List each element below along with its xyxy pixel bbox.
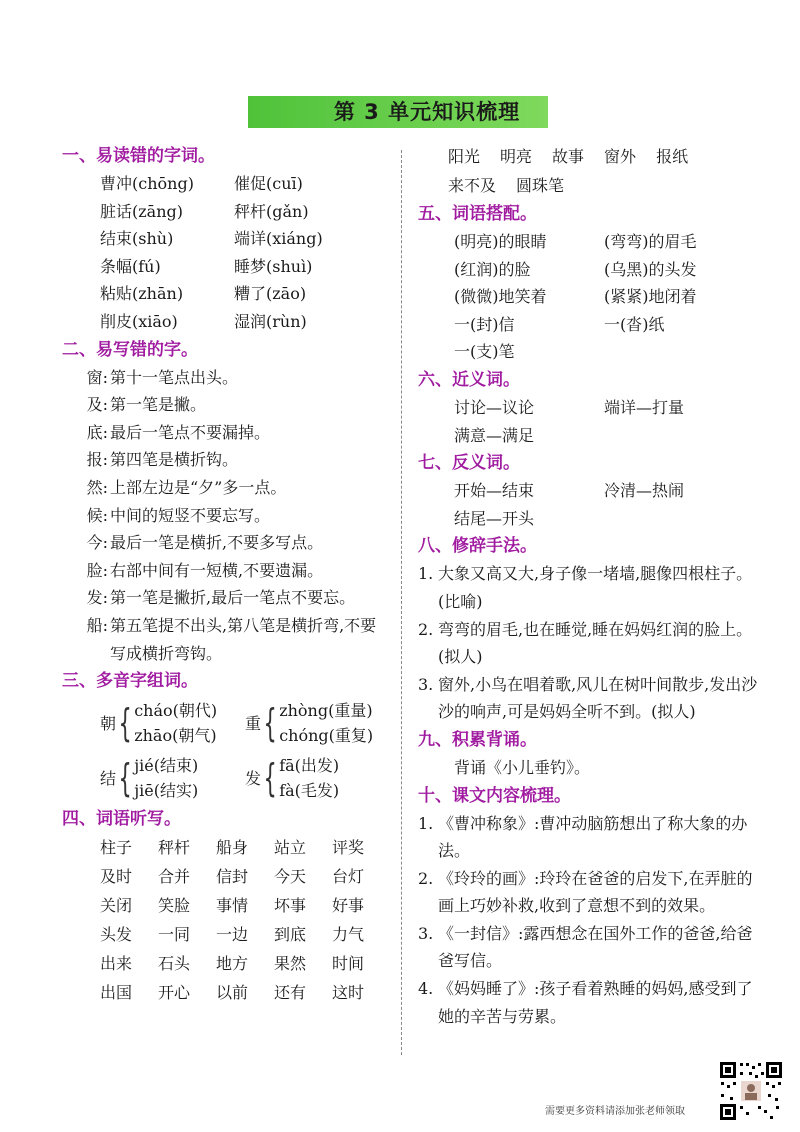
section-heading-6: 六、近义词。	[418, 369, 520, 390]
list-item: 曹冲(chōng) 催促(cuī)	[100, 174, 303, 193]
polyphone-group: 结 { jié(结束) jiē(结实)	[100, 755, 199, 800]
section-heading-2: 二、易写错的字。	[62, 339, 198, 360]
list-item: 4. 《妈妈睡了》:孩子看着熟睡的妈妈,感受到了她的辛苦与劳累。	[418, 979, 753, 1026]
list-item: 条幅(fú) 睡梦(shuì)	[100, 256, 313, 276]
page-title: 第 3 单元知识梳理	[333, 100, 521, 124]
table-row: 及时 合并 信封 今天 台灯	[100, 867, 365, 887]
list-item: 及: 第一笔是撇。	[86, 395, 207, 415]
dictation-words	[62, 833, 392, 1007]
brace-icon: {	[118, 700, 132, 745]
list-item: 报: 第四笔是横折钩。	[86, 450, 239, 470]
column-divider	[401, 150, 402, 1055]
text-summary-list	[418, 810, 764, 1031]
list-item: 然: 上部左边是“夕”多一点。	[86, 477, 287, 497]
table-row: 头发 一同 一边 到底 力气	[100, 925, 365, 945]
qr-code-icon	[718, 1060, 784, 1122]
section-heading-4: 四、词语听写。	[62, 809, 181, 830]
list-item: 发: 第一笔是撇折,最后一笔点不要忘。	[86, 588, 356, 608]
right-column	[418, 142, 764, 1030]
table-row: 出国 开心 以前 还有 这时	[100, 983, 365, 1003]
polyphone-group: 朝 { cháo(朝代) zhāo(朝气)	[100, 700, 218, 745]
table-row: 来不及 圆珠笔	[448, 176, 565, 195]
list-item: 粘贴(zhān) 糟了(zāo)	[100, 284, 307, 304]
list-item: 一(支)笔	[454, 342, 515, 362]
table-row: 阳光 明亮 故事 窗外 报纸	[448, 147, 689, 166]
list-item: 一(封)信 一(沓)纸	[454, 314, 665, 334]
antonym-list	[418, 477, 764, 532]
table-row: 关闭 笑脸 事情 坏事 好事	[100, 896, 365, 916]
list-item: 1. 大象又高又大,身子像一堵墙,腿像四根柱子。(比喻)	[418, 564, 753, 611]
list-item: 脸: 右部中间有一短横,不要遗漏。	[86, 560, 324, 580]
list-item: 开始—结束 冷清—热闹	[454, 481, 685, 501]
polyphone-group: 重 { zhòng(重量) chóng(重复)	[245, 700, 374, 745]
collocation-list	[418, 228, 764, 366]
synonym-list	[418, 394, 764, 449]
section-heading-3: 三、多音字组词。	[62, 671, 198, 692]
list-item: 削皮(xiāo) 湿润(rùn)	[100, 311, 307, 331]
brace-icon: {	[263, 700, 277, 745]
list-item: (明亮)的眼睛 (弯弯)的眉毛	[454, 232, 697, 251]
easy-miswrite-list	[62, 364, 392, 668]
list-item: 候: 中间的短竖不要忘写。	[86, 505, 271, 525]
list-item: 2. 《玲玲的画》:玲玲在爸爸的启发下,在弄脏的画上巧妙补救,收到了意想不到的效果。	[418, 868, 753, 916]
footer-note: 需要更多资料请添加张老师领取	[545, 1106, 685, 1117]
section-heading-8: 八、修辞手法。	[418, 536, 537, 557]
easy-misread-list	[62, 170, 392, 336]
section-heading-9: 九、积累背诵。	[418, 729, 537, 750]
polyphone-group: 发 { fā(出发) fà(毛发)	[245, 755, 340, 800]
left-column	[62, 142, 392, 1007]
dictation-words-continued	[418, 142, 764, 200]
section-heading-5: 五、词语搭配。	[418, 204, 537, 224]
section-heading-7: 七、反义词。	[418, 453, 520, 474]
list-item: (微微)地笑着 (紧紧)地闭着	[454, 287, 697, 307]
table-row: 出来 石头 地方 果然 时间	[100, 954, 365, 974]
list-item: 讨论—议论 端详—打量	[454, 397, 685, 417]
list-item: 3. 窗外,小鸟在唱着歌,风儿在树叶间散步,发出沙沙的响声,可是妈妈全听不到。(拟人)	[418, 674, 758, 722]
section-heading-1: 一、易读错的字词。	[62, 146, 215, 166]
list-item: 1. 《曹冲称象》:曹冲动脑筋想出了称大象的办法。	[418, 813, 748, 861]
list-item: 脏话(zāng) 秤杆(gǎn)	[100, 201, 309, 221]
list-item: 结尾—开头	[454, 508, 535, 528]
list-item: 满意—满足	[454, 425, 535, 445]
recitation-text: 背诵《小儿垂钓》。	[454, 757, 591, 777]
list-item: 今: 最后一笔是横折,不要多写点。	[86, 533, 324, 553]
rhetoric-list	[418, 560, 764, 726]
list-item: 船: 第五笔提不出头,第八笔是横折弯,不要写成横折弯钩。	[86, 615, 377, 663]
polyphone-list	[62, 695, 392, 805]
brace-icon: {	[263, 755, 277, 800]
section-heading-10: 十、课文内容梳理。	[418, 785, 571, 806]
table-row: 柱子 秤杆 船身 站立 评奖	[100, 838, 365, 858]
list-item: (红润)的脸 (乌黑)的头发	[454, 259, 697, 279]
list-item: 结束(shù) 端详(xiáng)	[100, 229, 323, 249]
list-item: 底: 最后一笔点不要漏掉。	[86, 422, 271, 442]
list-item: 窗: 第十一笔点出头。	[86, 367, 239, 387]
list-item: 3. 《一封信》:露西想念在国外工作的爸爸,给爸爸写信。	[418, 923, 753, 971]
brace-icon: {	[118, 755, 132, 800]
list-item: 2. 弯弯的眉毛,也在睡觉,睡在妈妈红润的脸上。(拟人)	[418, 619, 753, 667]
